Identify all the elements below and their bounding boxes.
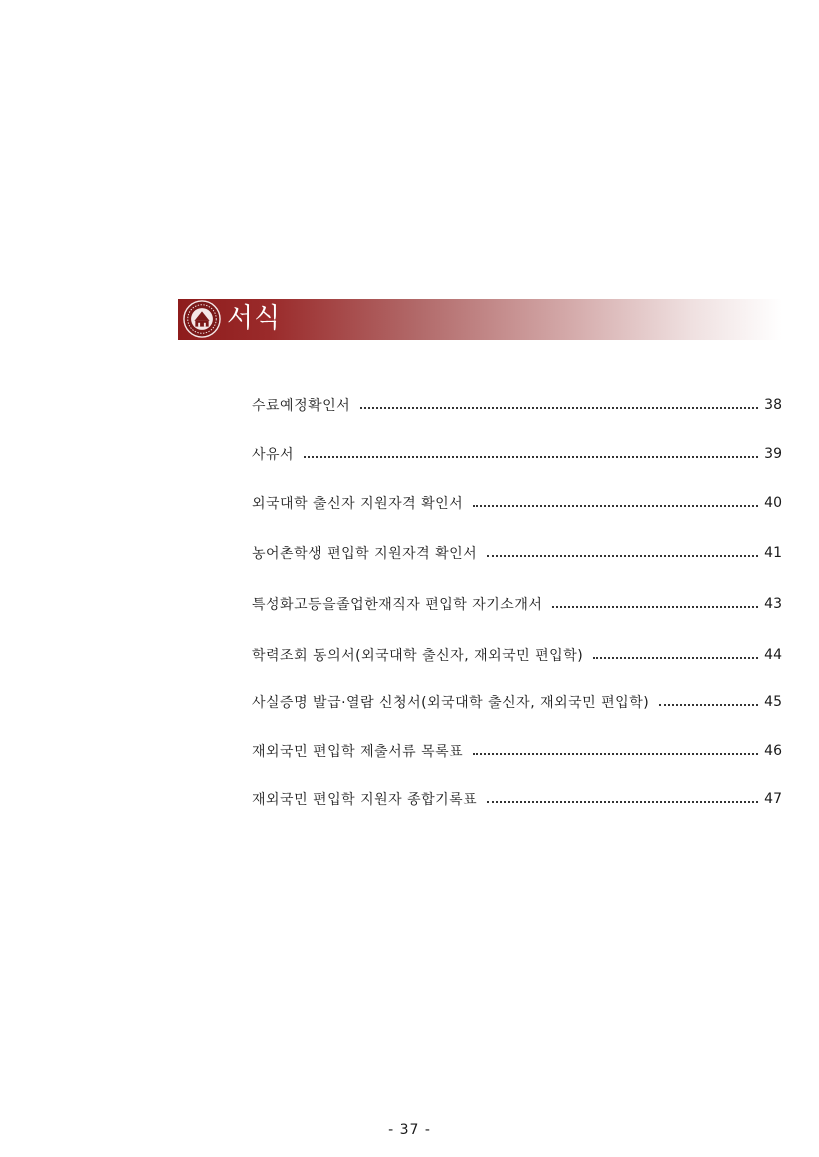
toc-item[interactable] [252, 690, 782, 714]
toc-item-label: 농어촌학생 편입학 지원자격 확인서 [252, 546, 478, 562]
toc-item-page: 39 [764, 446, 782, 462]
toc-item[interactable] [252, 643, 782, 667]
toc-item[interactable] [252, 787, 782, 811]
toc-item-label: 외국대학 출신자 지원자격 확인서 [252, 496, 464, 512]
dot-leader [487, 801, 758, 803]
toc-item-label: 사실증명 발급·열람 신청서(외국대학 출신자, 재외국민 편입학) [252, 695, 650, 711]
university-seal-icon [183, 300, 221, 338]
toc-item-page: 45 [764, 694, 782, 710]
toc-item-label: 수료예정확인서 [252, 398, 351, 414]
toc-item[interactable] [252, 592, 782, 616]
toc-item-label: 사유서 [252, 447, 295, 463]
dot-leader [593, 657, 758, 659]
toc-item-page: 44 [764, 647, 782, 663]
page-number: - 37 - [388, 1122, 431, 1138]
toc-item[interactable] [252, 739, 782, 763]
dot-leader [487, 555, 758, 557]
toc-item[interactable] [252, 393, 782, 417]
toc-item-label: 학력조회 동의서(외국대학 출신자, 재외국민 편입학) [252, 648, 584, 664]
toc-item-page: 43 [764, 596, 782, 612]
section-title: 서식 [227, 303, 282, 334]
toc-item-label: 특성화고등을졸업한재직자 편입학 자기소개서 [252, 597, 543, 613]
toc-item-page: 46 [764, 743, 782, 759]
toc-item-page: 47 [764, 791, 782, 807]
dot-leader [659, 704, 758, 706]
toc-item-label: 재외국민 편입학 제출서류 목록표 [252, 744, 464, 760]
dot-leader [360, 407, 758, 409]
dot-leader [473, 505, 758, 507]
toc-item-label: 재외국민 편입학 지원자 종합기록표 [252, 792, 478, 808]
section-banner [178, 299, 782, 340]
toc-item-page: 38 [764, 397, 782, 413]
dot-leader [552, 606, 758, 608]
toc-item[interactable] [252, 491, 782, 515]
toc-item[interactable] [252, 442, 782, 466]
dot-leader [304, 456, 758, 458]
toc-item-page: 41 [764, 545, 782, 561]
dot-leader [473, 753, 758, 755]
toc-item[interactable] [252, 541, 782, 565]
toc-item-page: 40 [764, 495, 782, 511]
